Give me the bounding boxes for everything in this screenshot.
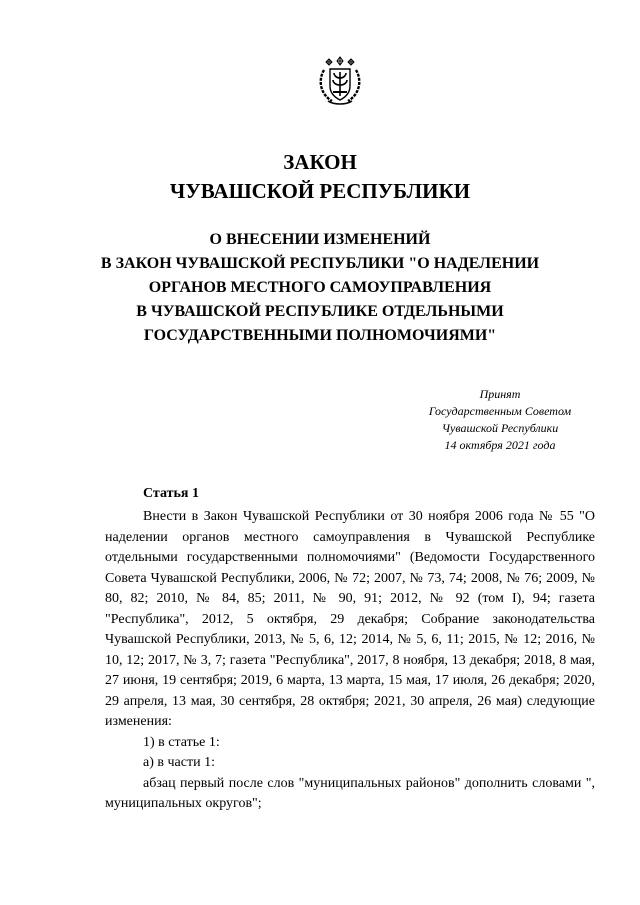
adoption-line: Чувашской Республики	[441, 421, 559, 435]
subtitle-line: ГОСУДАРСТВЕННЫМИ ПОЛНОМОЧИЯМИ"	[143, 327, 497, 344]
law-subtitle	[0, 228, 640, 348]
adoption-date: 14 октября 2021 года	[444, 438, 556, 452]
article-paragraph: а) в части 1:	[143, 755, 215, 770]
article-body	[105, 507, 595, 815]
article-paragraph: абзац первый после слов "муниципальных районов" дополнить словами ", муниципальных округов";	[105, 775, 595, 811]
subtitle-line: ОРГАНОВ МЕСТНОГО САМОУПРАВЛЕНИЯ	[148, 279, 492, 296]
document-title-line2: ЧУВАШСКОЙ РЕСПУБЛИКИ	[169, 179, 471, 203]
article-paragraph: Внести в Закон Чувашской Республики от 30 ноября 2006 года № 55 "О наделении органов местного самоуправления в Чувашской Республике отдельными государственными полномочиями" (Ведомости Государственного Совета Чувашской Республики, 2006, № 72; 2007, № 73, 74; 2008, № 76; 2009, № 80, 82; 2010, № 84, 85; 2011, № 90, 91; 2012, № 92 (том I), 94; газета "Республика", 2012, 5 октября, 29 декабря; Собрание законодательства Чувашской Республики, 2013, № 5, 6, 12; 2014, № 5, 6, 11; 2015, № 12; 2016, № 10, 12; 2017, № 3, 7; газета "Республика", 2017, 8 ноября, 13 декабря; 2018, 8 мая, 27 июня, 19 сентября; 2019, 6 марта, 13 марта, 15 мая, 17 июля, 26 декабря; 2020, 29 апреля, 13 мая, 30 сентября, 28 октября; 2021, 30 апреля, 26 мая) следующие изменения:	[105, 509, 595, 729]
document-title-line1: ЗАКОН	[283, 150, 357, 174]
subtitle-line: О ВНЕСЕНИИ ИЗМЕНЕНИЙ	[209, 231, 431, 248]
subtitle-line: В ЧУВАШСКОЙ РЕСПУБЛИКЕ ОТДЕЛЬНЫМИ	[136, 303, 504, 320]
article-heading: Статья 1	[143, 486, 199, 501]
chuvash-coat-of-arms-emblem	[316, 56, 364, 106]
adoption-line: Государственным Советом	[428, 404, 572, 418]
article-paragraph: 1) в статье 1:	[143, 734, 220, 750]
adoption-note	[400, 386, 600, 454]
subtitle-line: В ЗАКОН ЧУВАШСКОЙ РЕСПУБЛИКИ "О НАДЕЛЕНИИ	[100, 255, 540, 272]
adoption-line: Принят	[479, 387, 521, 401]
